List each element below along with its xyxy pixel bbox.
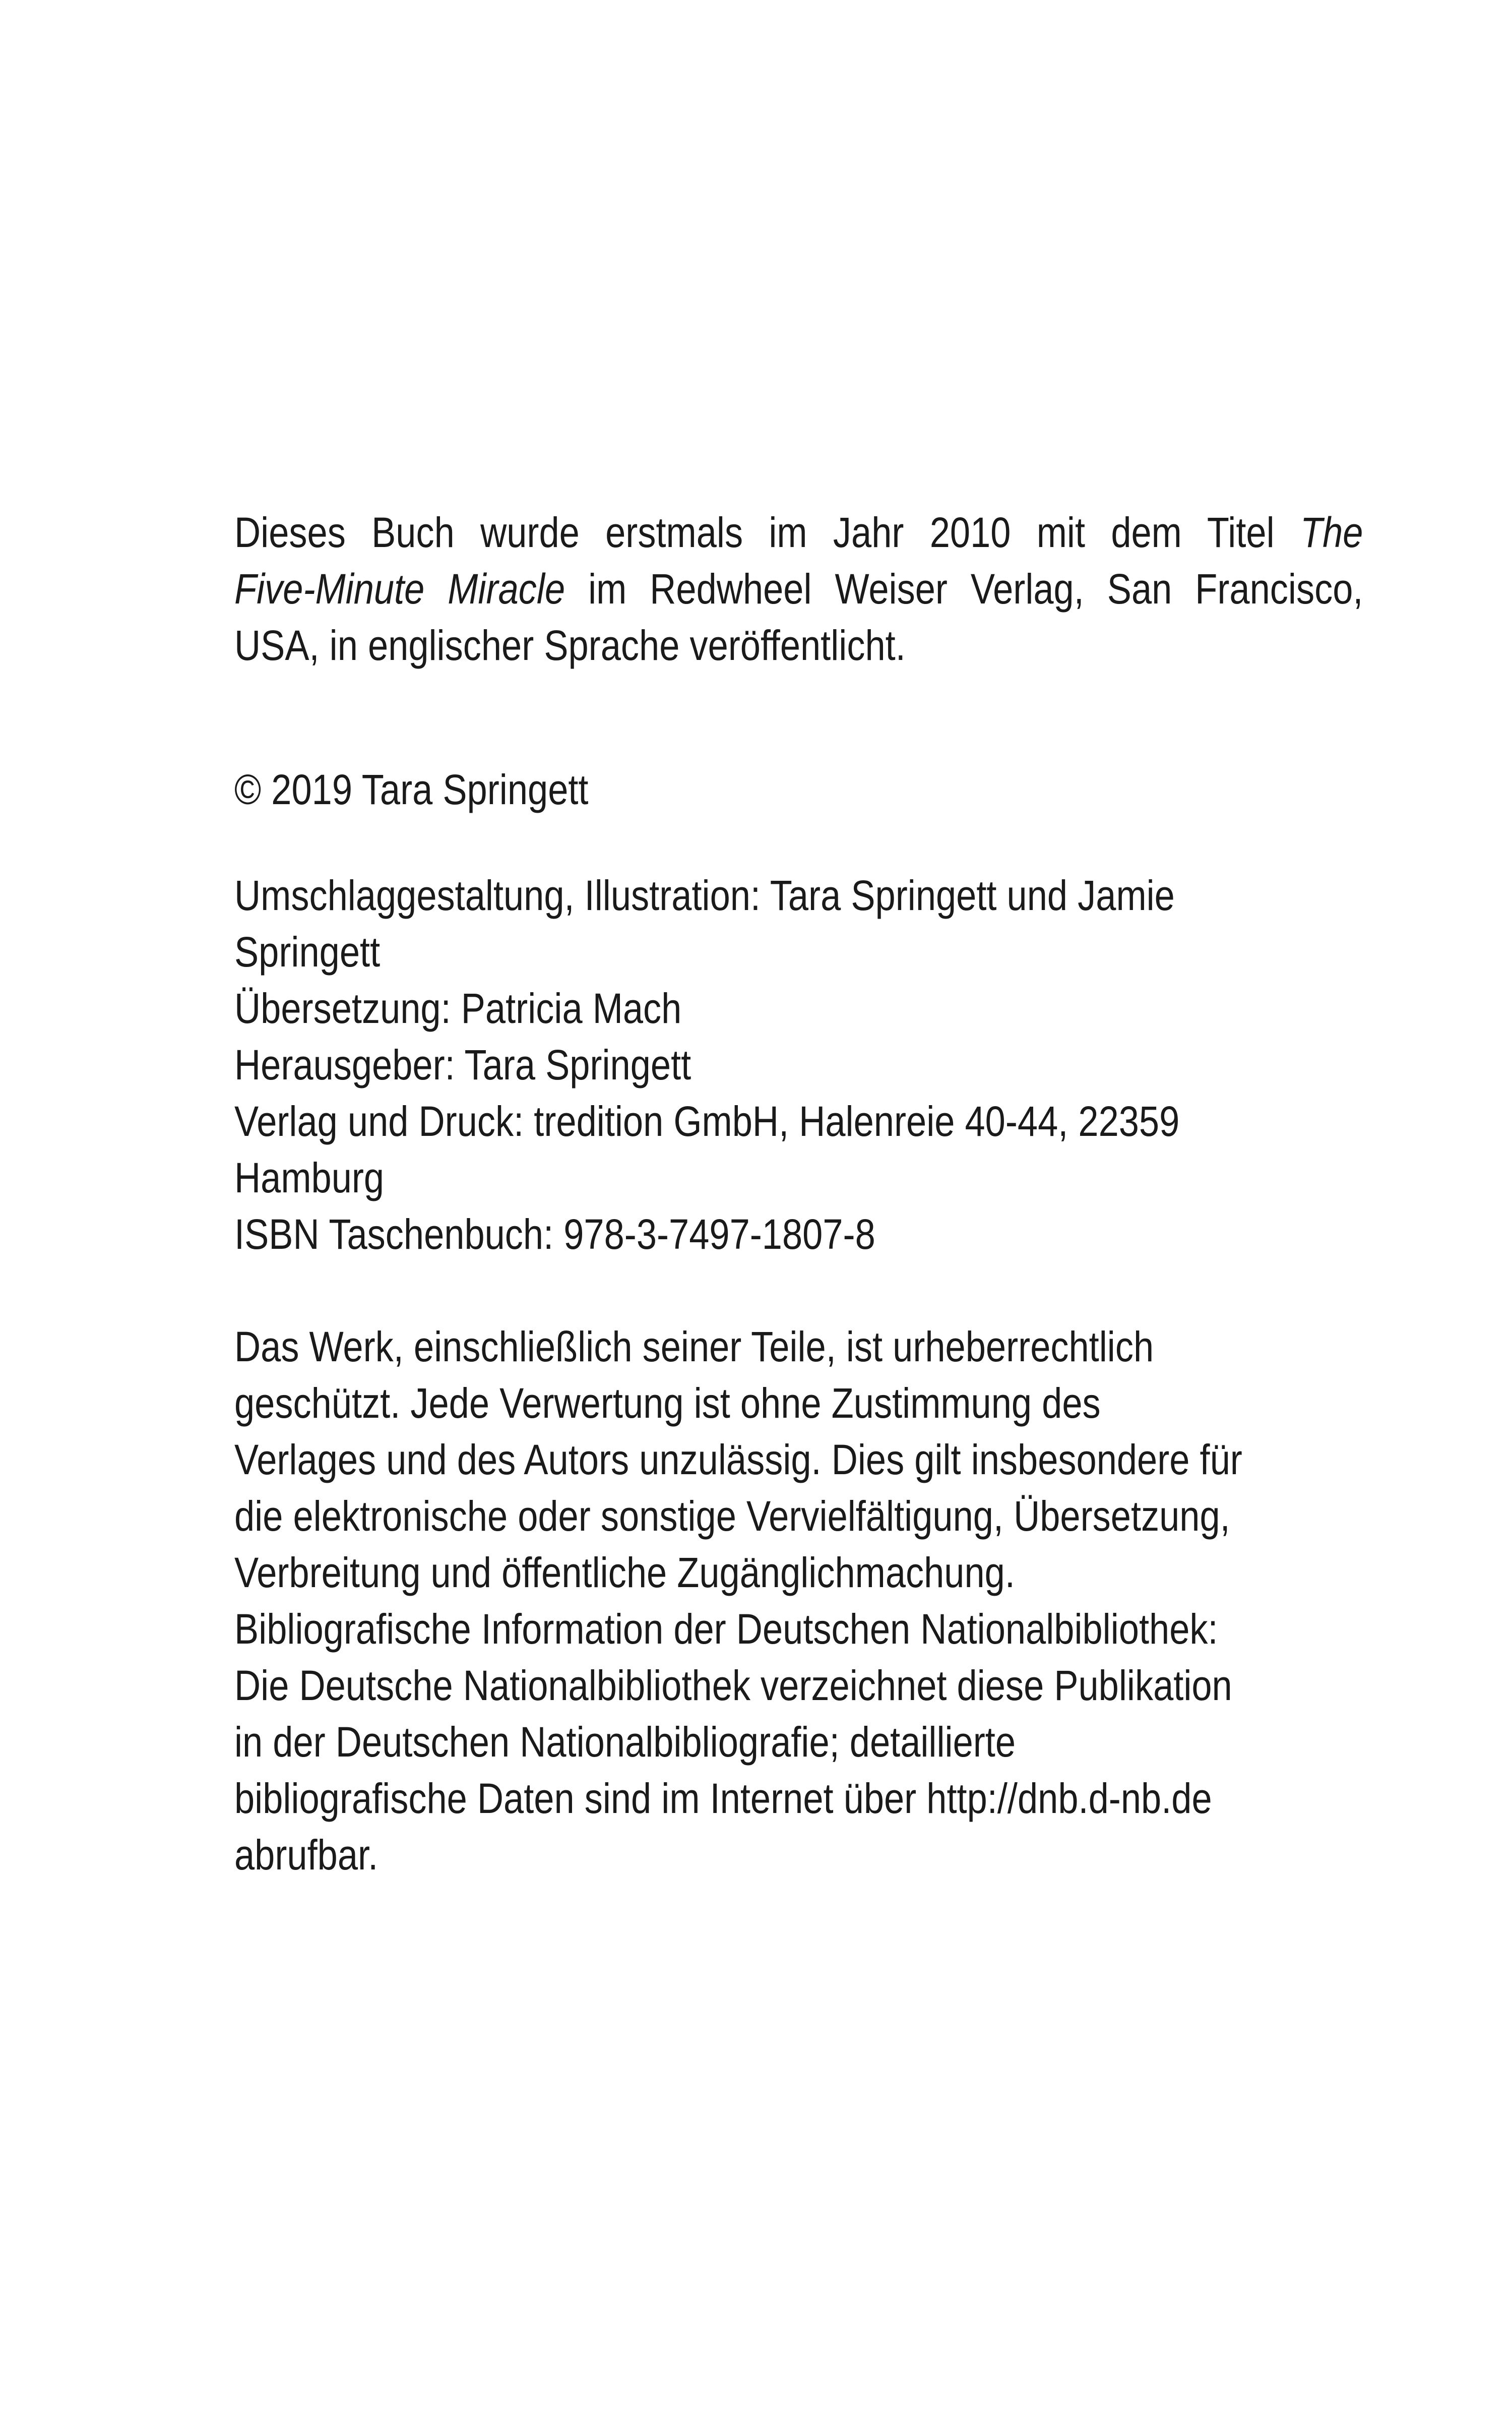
first-edition-text-2: im Redwheel Weiser Verlag, San Francisco,	[565, 565, 1363, 613]
legal-line: in der Deutschen Nationalbibliografie; detaillierte	[234, 1718, 1016, 1766]
legal-line: Verlages und des Autors unzulässig. Dies gilt insbesondere für	[234, 1436, 1242, 1483]
cover-design-line-1: Umschlaggestaltung, Illustration: Tara Springett und Jamie	[234, 872, 1175, 919]
first-edition-text-1: Dieses Buch wurde erstmals im Jahr 2010 mit dem Titel	[234, 509, 1300, 556]
editor-credit: Herausgeber: Tara Springett	[234, 1041, 691, 1088]
legal-line: Die Deutsche Nationalbibliothek verzeichnet diese Publikation	[234, 1662, 1232, 1709]
cover-design-line-2: Springett	[234, 928, 381, 976]
copyright-line: © 2019 Tara Springett	[234, 766, 589, 813]
copyright-notice	[234, 761, 1205, 818]
legal-line: bibliografische Daten sind im Internet über http://dnb.d-nb.de	[234, 1775, 1212, 1822]
publisher-line-1: Verlag und Druck: tredition GmbH, Halenreie 40-44, 22359	[234, 1098, 1180, 1145]
legal-line: Bibliografische Information der Deutschen Nationalbibliothek:	[234, 1605, 1218, 1653]
legal-line: Verbreitung und öffentliche Zugänglichmachung.	[234, 1549, 1015, 1596]
legal-notice	[234, 1318, 1242, 1883]
isbn-line: ISBN Taschenbuch: 978-3-7497-1807-8	[234, 1211, 875, 1258]
publisher-line-2: Hamburg	[234, 1154, 385, 1201]
legal-line: geschützt. Jede Verwertung ist ohne Zustimmung des	[234, 1379, 1101, 1427]
first-edition-line-3: USA, in englischer Sprache veröffentlicht.	[234, 622, 906, 669]
legal-line: Das Werk, einschließlich seiner Teile, ist urheberrechtlich	[234, 1323, 1154, 1370]
first-edition-note	[234, 504, 1363, 674]
first-edition-line-1	[234, 504, 1363, 561]
original-title-part-1: The	[1300, 509, 1363, 556]
original-title-part-2: Five-Minute Miracle	[234, 565, 565, 613]
translation-credit: Übersetzung: Patricia Mach	[234, 985, 682, 1032]
legal-line: abrufbar.	[234, 1831, 379, 1879]
credits-block	[234, 867, 1205, 1262]
legal-line: die elektronische oder sonstige Vervielfältigung, Übersetzung,	[234, 1492, 1230, 1540]
first-edition-line-2	[234, 561, 1363, 617]
